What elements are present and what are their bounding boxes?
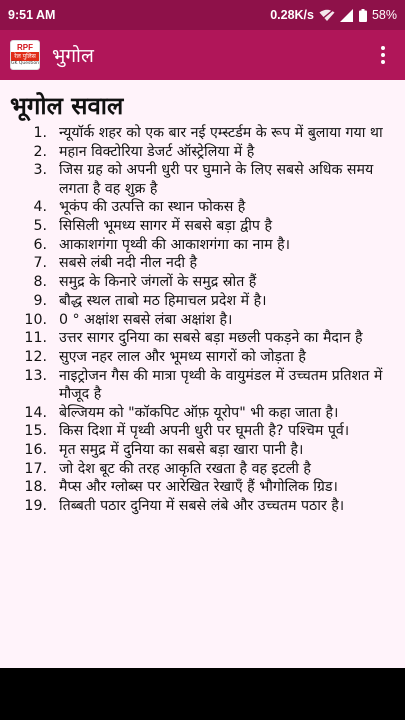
question-text: किस दिशा में पृथ्वी अपनी धुरी पर घूमती है? पश्चिम पूर्व। bbox=[59, 423, 350, 440]
question-text: नाइट्रोजन गैस की मात्रा पृथ्वी के वायुमंडल में उच्चतम प्रतिशत में मौजूद है bbox=[59, 367, 383, 402]
question-text: सिसिली भूमध्य सागर में सबसे बड़ा द्वीप है bbox=[59, 218, 273, 235]
question-number: 3. bbox=[33, 162, 47, 179]
logo-mid-text: रेल पुलिस bbox=[11, 52, 39, 61]
app-bar bbox=[0, 30, 405, 80]
status-time: 9:51 AM bbox=[8, 8, 56, 22]
list-item bbox=[10, 404, 395, 422]
question-text: बेल्जियम को "कॉकपिट ऑफ़ यूरोप" भी कहा जाता है। bbox=[59, 404, 339, 421]
question-number: 2. bbox=[33, 143, 47, 160]
question-text: मैप्स और ग्लोब्स पर आरेखित रेखाएँ हैं भौगोलिक ग्रिड। bbox=[59, 479, 338, 496]
question-text: न्यूयॉर्क शहर को एक बार नई एम्स्टर्डम के रूप में बुलाया गया था bbox=[59, 125, 383, 141]
question-number: 5. bbox=[33, 218, 47, 235]
logo-top-text: RPF bbox=[17, 43, 33, 52]
question-number: 7. bbox=[33, 255, 47, 272]
list-item bbox=[10, 478, 395, 496]
list-item bbox=[10, 236, 395, 254]
list-item bbox=[10, 441, 395, 459]
list-item bbox=[10, 124, 395, 142]
question-number: 17. bbox=[24, 460, 47, 477]
question-number: 6. bbox=[33, 236, 47, 253]
list-item bbox=[10, 497, 395, 515]
page-title: भुगोल bbox=[52, 45, 94, 67]
question-number: 14. bbox=[24, 404, 47, 421]
list-item bbox=[10, 161, 395, 197]
signal-icon bbox=[340, 9, 354, 22]
question-text: जो देश बूट की तरह आकृति रखता है वह इटली है bbox=[59, 460, 311, 477]
question-number: 4. bbox=[33, 199, 47, 216]
question-number: 10. bbox=[24, 311, 47, 328]
question-number: 19. bbox=[24, 498, 47, 515]
more-vert-icon[interactable] bbox=[371, 40, 395, 70]
question-text: उत्तर सागर दुनिया का सबसे बड़ा मछली पकड़ने का मैदान है bbox=[59, 330, 363, 347]
list-item bbox=[10, 292, 395, 310]
question-number: 13. bbox=[24, 367, 47, 384]
question-text: समुद्र के किनारे जंगलों के समुद्र स्रोत हैं bbox=[59, 274, 257, 291]
app-logo bbox=[10, 40, 40, 70]
question-text: भूकंप की उत्पत्ति का स्थान फोकस है bbox=[59, 199, 246, 216]
navigation-bar bbox=[0, 668, 405, 720]
list-item bbox=[10, 311, 395, 329]
question-text: महान विक्टोरिया डेजर्ट ऑस्ट्रेलिया में है bbox=[59, 143, 255, 160]
question-number: 12. bbox=[24, 348, 47, 365]
wifi-icon bbox=[319, 9, 335, 22]
question-number: 1. bbox=[33, 125, 47, 141]
battery-percent: 58% bbox=[371, 8, 397, 22]
question-number: 15. bbox=[24, 423, 47, 440]
list-item bbox=[10, 329, 395, 347]
list-item bbox=[10, 460, 395, 478]
content-area[interactable] bbox=[0, 80, 405, 668]
list-item bbox=[10, 422, 395, 440]
question-text: जिस ग्रह को अपनी धुरी पर घुमाने के लिए सबसे अधिक समय लगता है वह शुक्र है bbox=[59, 162, 374, 197]
question-text: आकाशगंगा पृथ्वी की आकाशगंगा का नाम है। bbox=[59, 236, 290, 253]
question-list bbox=[10, 124, 395, 515]
question-text: सबसे लंबी नदी नील नदी है bbox=[59, 255, 198, 272]
list-item bbox=[10, 254, 395, 272]
section-heading: भूगोल सवाल bbox=[10, 92, 124, 120]
list-item bbox=[10, 348, 395, 366]
list-item bbox=[10, 367, 395, 403]
logo-bottom-text: GK Question bbox=[11, 61, 39, 66]
list-item bbox=[10, 198, 395, 216]
list-item bbox=[10, 273, 395, 291]
question-number: 11. bbox=[24, 330, 47, 347]
question-text: तिब्बती पठार दुनिया में सबसे लंबे और उच्चतम पठार है। bbox=[59, 498, 345, 515]
question-number: 16. bbox=[24, 441, 47, 458]
status-bar bbox=[0, 0, 405, 30]
question-text: बौद्ध स्थल ताबो मठ हिमाचल प्रदेश में है। bbox=[59, 292, 267, 309]
question-text: मृत समुद्र में दुनिया का सबसे बड़ा खारा पानी है। bbox=[59, 441, 304, 458]
network-speed: 0.28K/s bbox=[270, 8, 314, 22]
list-item bbox=[10, 143, 395, 161]
question-number: 8. bbox=[33, 274, 47, 291]
question-text: 0 ° अक्षांश सबसे लंबा अक्षांश है। bbox=[59, 311, 233, 328]
list-item bbox=[10, 217, 395, 235]
status-indicators bbox=[270, 8, 397, 22]
question-number: 18. bbox=[24, 479, 47, 496]
question-number: 9. bbox=[33, 292, 47, 309]
question-text: सुएज नहर लाल और भूमध्य सागरों को जोड़ता है bbox=[59, 348, 306, 365]
battery-icon bbox=[359, 9, 367, 22]
